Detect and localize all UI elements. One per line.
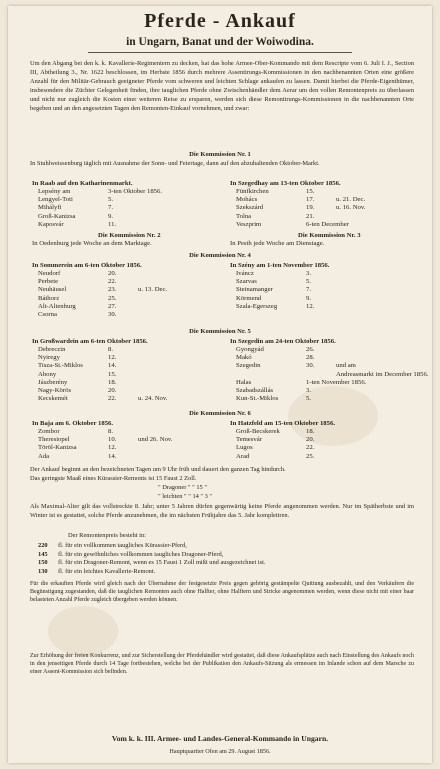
schedule-date: 21. [306,212,315,220]
commission-5-caption: Die Kommission Nr. 5 [189,328,251,335]
schedule-row [236,444,336,452]
rule-dragoon-size: " Dragoner " " 15 " [158,484,207,491]
schedule-place: Kecskemét [38,395,68,403]
schedule-row [236,436,336,444]
schedule-date: 6-ten December [306,220,349,228]
schedule-row [236,213,365,221]
schedule-date: 22. [108,395,117,403]
schedule-date: 25. [108,294,117,302]
schedule-place: Neudorf [38,270,61,277]
commission-1-left-list [38,188,163,229]
schedule-row [38,204,138,212]
schedule-date: 17. [306,196,315,204]
schedule-row [38,286,167,294]
schedule-row [38,270,167,278]
commission-6-left-head: In Baja am 6. Oktober 1856. [32,420,114,427]
schedule-place: Groß-Kanizsa [38,212,76,220]
issuing-authority: Vom k. k. III. Armee- und Landes-General-Kommando in Ungarn. [111,734,329,743]
schedule-extra: und am [336,362,356,370]
schedule-place: Mohács [236,196,258,204]
schedule-date: 26. [306,346,315,353]
schedule-place: Nyiregy [38,354,60,362]
commission-4-left-head: In Sommerein am 6-ten Oktober 1856. [32,262,142,269]
schedule-place: Gyongyád [236,346,264,353]
schedule-row [236,428,336,436]
commission-5-right-list [236,346,428,403]
schedule-row [236,354,428,362]
document-title: Pferde - Ankauf [144,10,296,32]
rule-start-time: Der Ankauf beginnt an den bezeichneten Tagen um 9 Uhr früh und dauert den ganzen Tag hindurch. [30,466,286,473]
schedule-row [38,303,167,311]
rule-cuirassier-size: Das geringste Maaß eines Kürassier-Remonts ist 15 Faust 2 Zoll. [30,475,197,482]
schedule-date: 22. [306,444,315,452]
closing-paragraph-2: Zur Erhöhung der freien Konkurrenz, und zur Sicherstellung der Pferdehändler wird gestattet, daß diese Ankaufsplätze auch nach Einstellung des Ankaufs noch in den jenseitigen Pferde durch 14 Tage fortbestehen, welche bei der Publikation den Ankaufs-Sitzung als ermessen im Inlande schon auf dem Marsche zu einer Assent-Kommission sich befinden. [30,653,414,676]
schedule-row [236,303,336,311]
schedule-place: Lugos [236,444,253,452]
commission-6-right-head: In Hatzfeld am 15-ten Oktober 1856. [230,420,336,427]
price-row: 145 fl. für ein gewöhnliches vollkommen taugliches Dragoner-Pferd, [38,550,224,558]
schedule-row [236,346,428,354]
schedule-date: 3-ten Oktober 1856. [108,188,163,195]
schedule-date: 1-ten November 1856. [306,378,367,386]
commission-6-left-list [38,428,173,461]
schedule-place: Jászberény [38,378,68,386]
schedule-date: 5. [108,196,114,204]
schedule-row [236,379,428,387]
schedule-date: 9. [108,212,114,220]
schedule-place: Tisza-St.-Miklos [38,362,83,370]
schedule-place: Kaposvár [38,220,64,228]
commission-1-caption: Die Kommission Nr. 1 [189,151,251,158]
schedule-date: 18. [108,378,117,386]
commission-4-caption: Die Kommission Nr. 4 [189,252,251,259]
schedule-place: Szekszárd [236,204,264,212]
price-row: 150 fl. für ein Dragoner-Remont, wenn es 15 Faust 1 Zoll mißt und ausgezeichnet ist. [38,559,266,567]
rule-light-size: " leichten " " 14 " 3 " [158,493,213,500]
schedule-row [236,362,428,370]
schedule-row [236,278,336,286]
schedule-date: 3. [306,386,312,394]
rule-age: Als Maximal-Alter gilt das vollstreckte 8. Jahr; unter 5 Jahren dürfen gegenwärtig keine Pferde angenommen werden. Nur im Spätherbste und im Winter ist es gestattet, solche Pferde anzunehmen, die im nächsten Frühjahre das 5. Jahr kompletiren. [30,503,414,519]
schedule-place: Báthorz [38,294,60,302]
schedule-row [236,295,336,303]
price-row: 220 fl. für ein vollkommen taugliches Kürassier-Pferd, [38,542,187,549]
schedule-date: 18. [306,428,315,435]
schedule-place: Alt-Altenburg [38,302,76,310]
schedule-place: Csorna [38,310,57,318]
schedule-date: 20. [108,386,117,394]
schedule-place: Lepsény am [38,188,71,195]
schedule-row [38,346,167,354]
schedule-row [38,213,138,221]
schedule-date: 12. [108,444,117,452]
schedule-row [38,453,173,461]
schedule-extra: u. 24. Nov. [138,395,168,403]
schedule-row [236,188,365,196]
schedule-extra: u. 21. Dec. [336,196,366,204]
schedule-place: Kun-St.-Miklos [236,395,279,403]
schedule-row [38,395,167,403]
rule-price-intro: Der Remontenpreis besteht in: [68,532,146,539]
schedule-place: Szarvas [236,278,257,286]
schedule-place: Temesvár [236,436,262,444]
commission-1-right-head: In Szegedhay am 13-ten Oktober 1856. [230,180,341,187]
schedule-date: 20. [306,436,315,444]
commission-4-left-list [38,270,167,319]
commission-1-line: In Stuhlweissenburg täglich mit Ausnahme der Sonn- und Feiertage, dann auf den abzuhaltenden Oktober-Markt. [30,160,320,167]
schedule-row [38,221,138,229]
commission-5-right-head: In Szegedin am 24-ten Oktober 1856. [230,338,336,345]
schedule-place: Abony [38,370,57,378]
divider [88,52,352,53]
schedule-date: 20. [108,270,117,277]
schedule-row [38,362,167,370]
schedule-row [38,196,138,204]
schedule-place: Tolna [236,212,252,220]
commission-6-caption: Die Kommission Nr. 6 [189,410,251,417]
schedule-place: Veszprim [236,220,262,228]
schedule-date: 5. [306,278,312,286]
schedule-place: Perbete [38,278,59,286]
commission-3-line: In Pesth jede Woche am Dienstage. [230,240,325,247]
schedule-place: Lengyel-Toti [38,196,73,204]
schedule-date: 25. [306,452,315,460]
schedule-row [38,444,173,452]
schedule-row [236,204,365,212]
schedule-extra: und 26. Nov. [138,436,173,444]
schedule-row [38,371,167,379]
schedule-date: 15. [306,188,315,195]
schedule-date: 7. [306,286,312,294]
schedule-row [236,221,365,229]
commission-2-caption: Die Kommission Nr. 2 [98,232,161,239]
document-subtitle: in Ungarn, Banat und der Woiwodina. [126,36,314,48]
schedule-extra: u. 13. Dec. [138,286,168,294]
schedule-row [236,371,428,379]
schedule-place: Theresiopel [38,436,70,444]
schedule-place: Zombor [38,428,60,435]
schedule-row [38,387,167,395]
schedule-place: Töröl-Kanizsa [38,444,77,452]
schedule-date: 9. [306,294,312,302]
schedule-date: 30. [108,310,117,318]
schedule-place: Mihályfi [38,204,62,212]
schedule-date: 12. [108,354,117,362]
document-page [8,6,432,763]
intro-paragraph: Um den Abgang bei den k. k. Kavallerie-Regimentern zu decken, hat das hohe Armee-Ober-Kommando mit dem Rescripte vom 6. Juli I. J., Section III, Abtheilung 3., Nr. 1622 beschlossen, im Herbste 1856 durch mehrere Assentirungs-Kommissionen in den nachbenannten Orten eine größere Anzahl für den Militär-Gebrauch geeigneter Pferde vom schweren und leichten Schlage ankaufen zu lassen. Damit hierbei die Pferde-Eigenthümer, insbesondere die Züchter Gelegenheit finden, ihre tauglichen Pferde ohne Zwischenhändler dem Aerar um den vollen Remontenpreis zu überlassen und nicht nur zugleich die Kosten einer weiteren Reise zu ersparen, werden sich diese Remontirungs-Kommissionen in die nachbenannten Orte begeben und an den angesetzten Tagen den Remonten-Einkauf vornehmen, und zwar: [30,60,414,112]
commission-3-caption: Die Kommission Nr. 3 [298,232,361,239]
schedule-place: Groß-Becskerek [236,428,280,435]
schedule-row [38,188,163,196]
schedule-place: Steinamanger [236,286,273,294]
closing-paragraph-1: Für die erkauften Pferde wird gleich nach der Übernahme der festgesetzte Preis gegen gehörig gestämpelte Quittung ausbezahlt, und den Verkäufern die Begünstigung zugestanden, daß die tauglichen Remonten auch ohne Halfter, ohne Halftern und Stricke angenommen werden, wenn diese nicht mit einer baar belasteten Anzahl Pferde zugleich übergeben werden können. [30,581,414,604]
schedule-row [236,286,336,294]
schedule-place: Szegedin [236,362,261,370]
schedule-date: 30. [306,362,315,370]
schedule-row [38,379,167,387]
schedule-row [236,395,428,403]
commission-4-right-head: In Szény am 1-ten November 1856. [230,262,330,269]
commission-4-right-list [236,270,336,311]
schedule-date: 23. [108,286,117,294]
schedule-row [236,196,365,204]
schedule-row [38,354,167,362]
schedule-date: 27. [108,302,117,310]
price-list [38,542,418,576]
schedule-date: 15. [108,370,117,378]
schedule-place: Debreczin [38,346,66,353]
schedule-row [236,387,428,395]
schedule-date: 28. [306,354,315,362]
commission-5-left-head: In Großwardein am 6-ten Oktober 1856. [32,338,148,345]
place-and-date: Hauptquartier Ofen am 29. August 1856. [169,748,271,755]
schedule-extra: Andreasmarkt im December 1856. [336,370,429,378]
schedule-row [38,428,173,436]
schedule-date: 10. [108,436,117,444]
schedule-place: Halas [236,378,252,386]
schedule-row [38,278,167,286]
commission-1-right-list [236,188,365,229]
schedule-place: Szabadszállás [236,386,274,394]
schedule-row [236,453,336,461]
schedule-date: 14. [108,452,117,460]
schedule-date: 8. [108,346,114,353]
schedule-date: 8. [108,428,114,435]
schedule-date: 5. [306,395,312,403]
schedule-place: Arad [236,452,250,460]
commission-2-line: In Oedenburg jede Woche an dem Marktage. [32,240,152,247]
schedule-date: 7. [108,204,114,212]
schedule-place: Ada [38,452,50,460]
schedule-extra: u. 16. Nov. [336,204,366,212]
schedule-place: Neuhäusel [38,286,67,294]
schedule-row [236,270,336,278]
schedule-place: Makó [236,354,252,362]
schedule-date: 19. [306,204,315,212]
schedule-place: Iváncz [236,270,254,277]
schedule-place: Szala-Egerszeg [236,302,278,310]
schedule-row [38,436,173,444]
commission-6-right-list [236,428,336,461]
schedule-date: 14. [108,362,117,370]
price-row: 130 fl. für ein leichtes Kavallerie-Remont. [38,567,156,575]
schedule-place: Nagy-Körös [38,386,72,394]
schedule-date: 3. [306,270,312,277]
schedule-date: 22. [108,278,117,286]
schedule-date: 12. [306,302,315,310]
commission-1-left-head: In Raab auf den Katharinenmarkt. [32,180,133,187]
schedule-row [38,295,167,303]
schedule-place: Fünfkirchen [236,188,269,195]
schedule-place: Körmend [236,294,262,302]
commission-5-left-list [38,346,167,403]
schedule-date: 11. [108,220,117,228]
schedule-row [38,311,167,319]
